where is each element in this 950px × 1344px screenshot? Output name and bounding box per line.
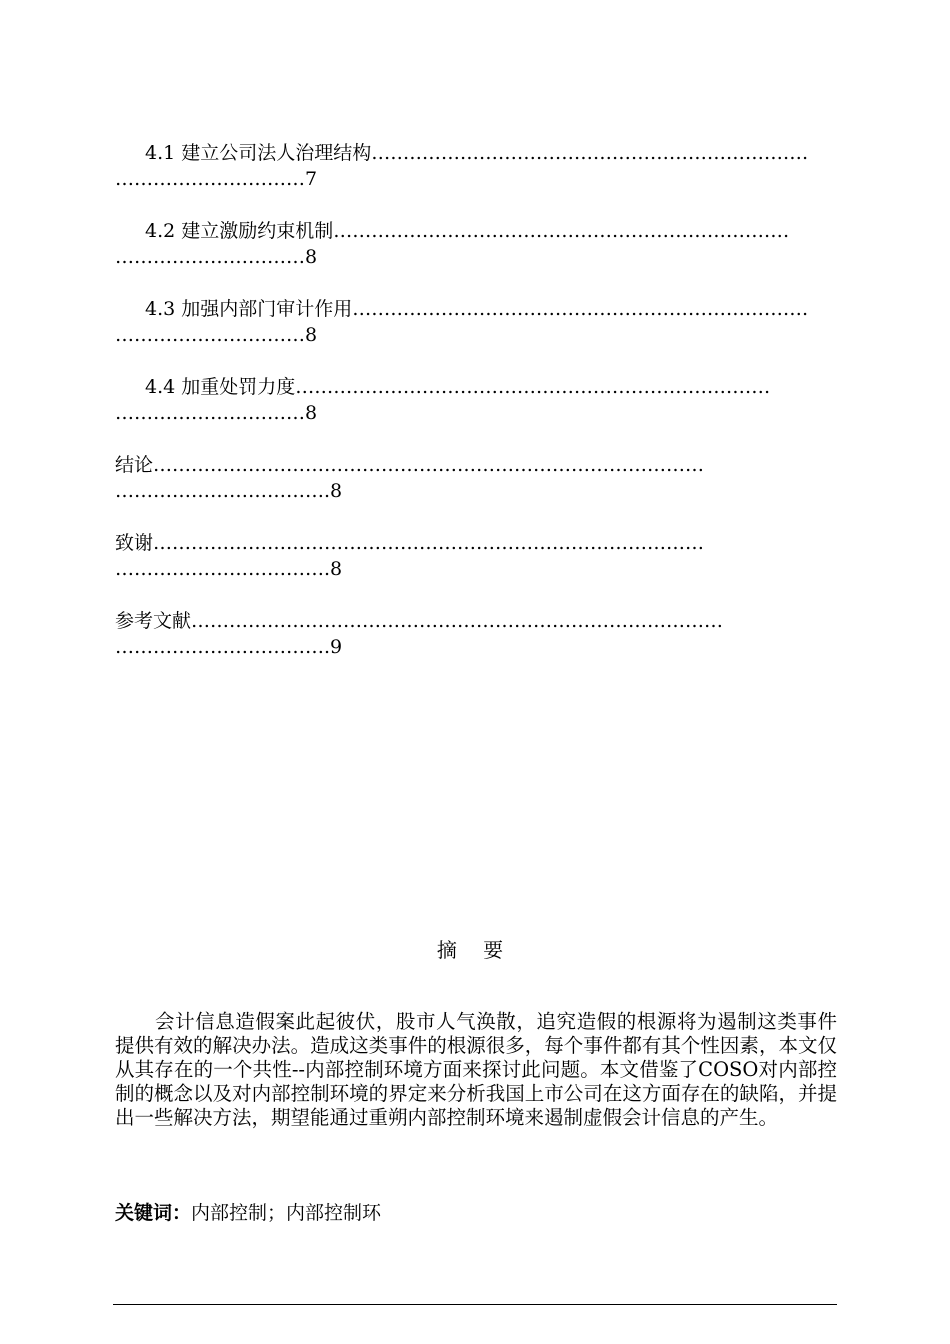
toc-leader-dots: ………………………… <box>115 402 305 424</box>
toc-leader-dots: ……………………………. <box>115 558 331 580</box>
toc-leader-dots: ………………………………………………………………………… <box>191 610 724 632</box>
keywords <box>115 1200 381 1226</box>
toc-entry-line <box>115 296 837 322</box>
toc-leader-dots: ……………………………. <box>115 636 331 658</box>
toc-entry-line <box>115 218 837 244</box>
toc-entry-conclusion <box>115 452 837 504</box>
toc-entry-label: 参考文献 <box>115 610 192 632</box>
toc-entry-acknowledgements <box>115 530 837 582</box>
toc-entry-4-1 <box>115 140 837 192</box>
toc-page-number: 8 <box>305 324 318 346</box>
toc-entry-line <box>115 374 837 400</box>
toc-leader-dots: …………………………………………………………… <box>371 142 809 164</box>
keywords-value: 内部控制；内部控制环 <box>191 1202 382 1224</box>
toc-entry-continuation <box>115 400 837 426</box>
toc-entry-4-3 <box>115 296 837 348</box>
toc-entry-continuation <box>115 166 837 192</box>
toc-entry-continuation <box>115 556 837 582</box>
toc-page-number: 8 <box>305 246 318 268</box>
abstract-body: 会计信息造假案此起彼伏，股市人气涣散，追究造假的根源将为遏制这类事件提供有效的解决办法。造成这类事件的根源很多，每个事件都有其个性因素，本文仅从其存在的一个共性--内部控制环境方面来探讨此问题。本文借鉴了COSO对内部控制的概念以及对内部控制环境的界定来分析我国上市公司在这方面存在的缺陷，并提出一些解决方法，期望能通过重朔内部控制环境来遏制虚假会计信息的产生。 <box>115 1009 837 1129</box>
toc-entry-line <box>115 530 837 556</box>
toc-leader-dots: ………………………… <box>115 168 305 190</box>
toc-entry-label: 4.4 加重处罚力度 <box>145 376 296 398</box>
toc-leader-dots: ………………………… <box>115 246 305 268</box>
toc-leader-dots: ……………………………………………………………… <box>352 298 809 320</box>
toc-entry-line <box>115 140 837 166</box>
toc-leader-dots: ……………………………. <box>115 480 331 502</box>
toc-leader-dots: …………………………………………………………………………… <box>153 532 705 554</box>
toc-entry-references <box>115 608 837 660</box>
table-of-contents <box>115 140 837 686</box>
toc-leader-dots: ………………………… <box>115 324 305 346</box>
toc-entry-continuation <box>115 634 837 660</box>
toc-leader-dots: ……………………………………………………………… <box>333 220 790 242</box>
toc-page-number: 8 <box>330 558 343 580</box>
toc-entry-label: 4.2 建立激励约束机制 <box>145 220 334 242</box>
toc-entry-continuation <box>115 322 837 348</box>
footer-divider <box>113 1304 837 1305</box>
abstract-title: 摘 要 <box>436 938 514 962</box>
keywords-label: 关键词： <box>115 1202 192 1224</box>
toc-entry-label: 4.1 建立公司法人治理结构 <box>145 142 372 164</box>
toc-page-number: 7 <box>305 168 318 190</box>
toc-entry-label: 致谢 <box>115 532 154 554</box>
toc-entry-line <box>115 608 837 634</box>
toc-entry-4-2 <box>115 218 837 270</box>
toc-entry-continuation <box>115 478 837 504</box>
toc-entry-label: 4.3 加强内部门审计作用 <box>145 298 353 320</box>
toc-entry-continuation <box>115 244 837 270</box>
toc-page-number: 8 <box>330 480 343 502</box>
toc-page-number: 9 <box>330 636 343 658</box>
toc-page-number: 8 <box>305 402 318 424</box>
toc-leader-dots: …………………………………………………………………………… <box>153 454 705 476</box>
toc-entry-line <box>115 452 837 478</box>
toc-entry-4-4 <box>115 374 837 426</box>
toc-entry-label: 结论 <box>115 454 154 476</box>
toc-leader-dots: ………………………………………………………………… <box>295 376 771 398</box>
